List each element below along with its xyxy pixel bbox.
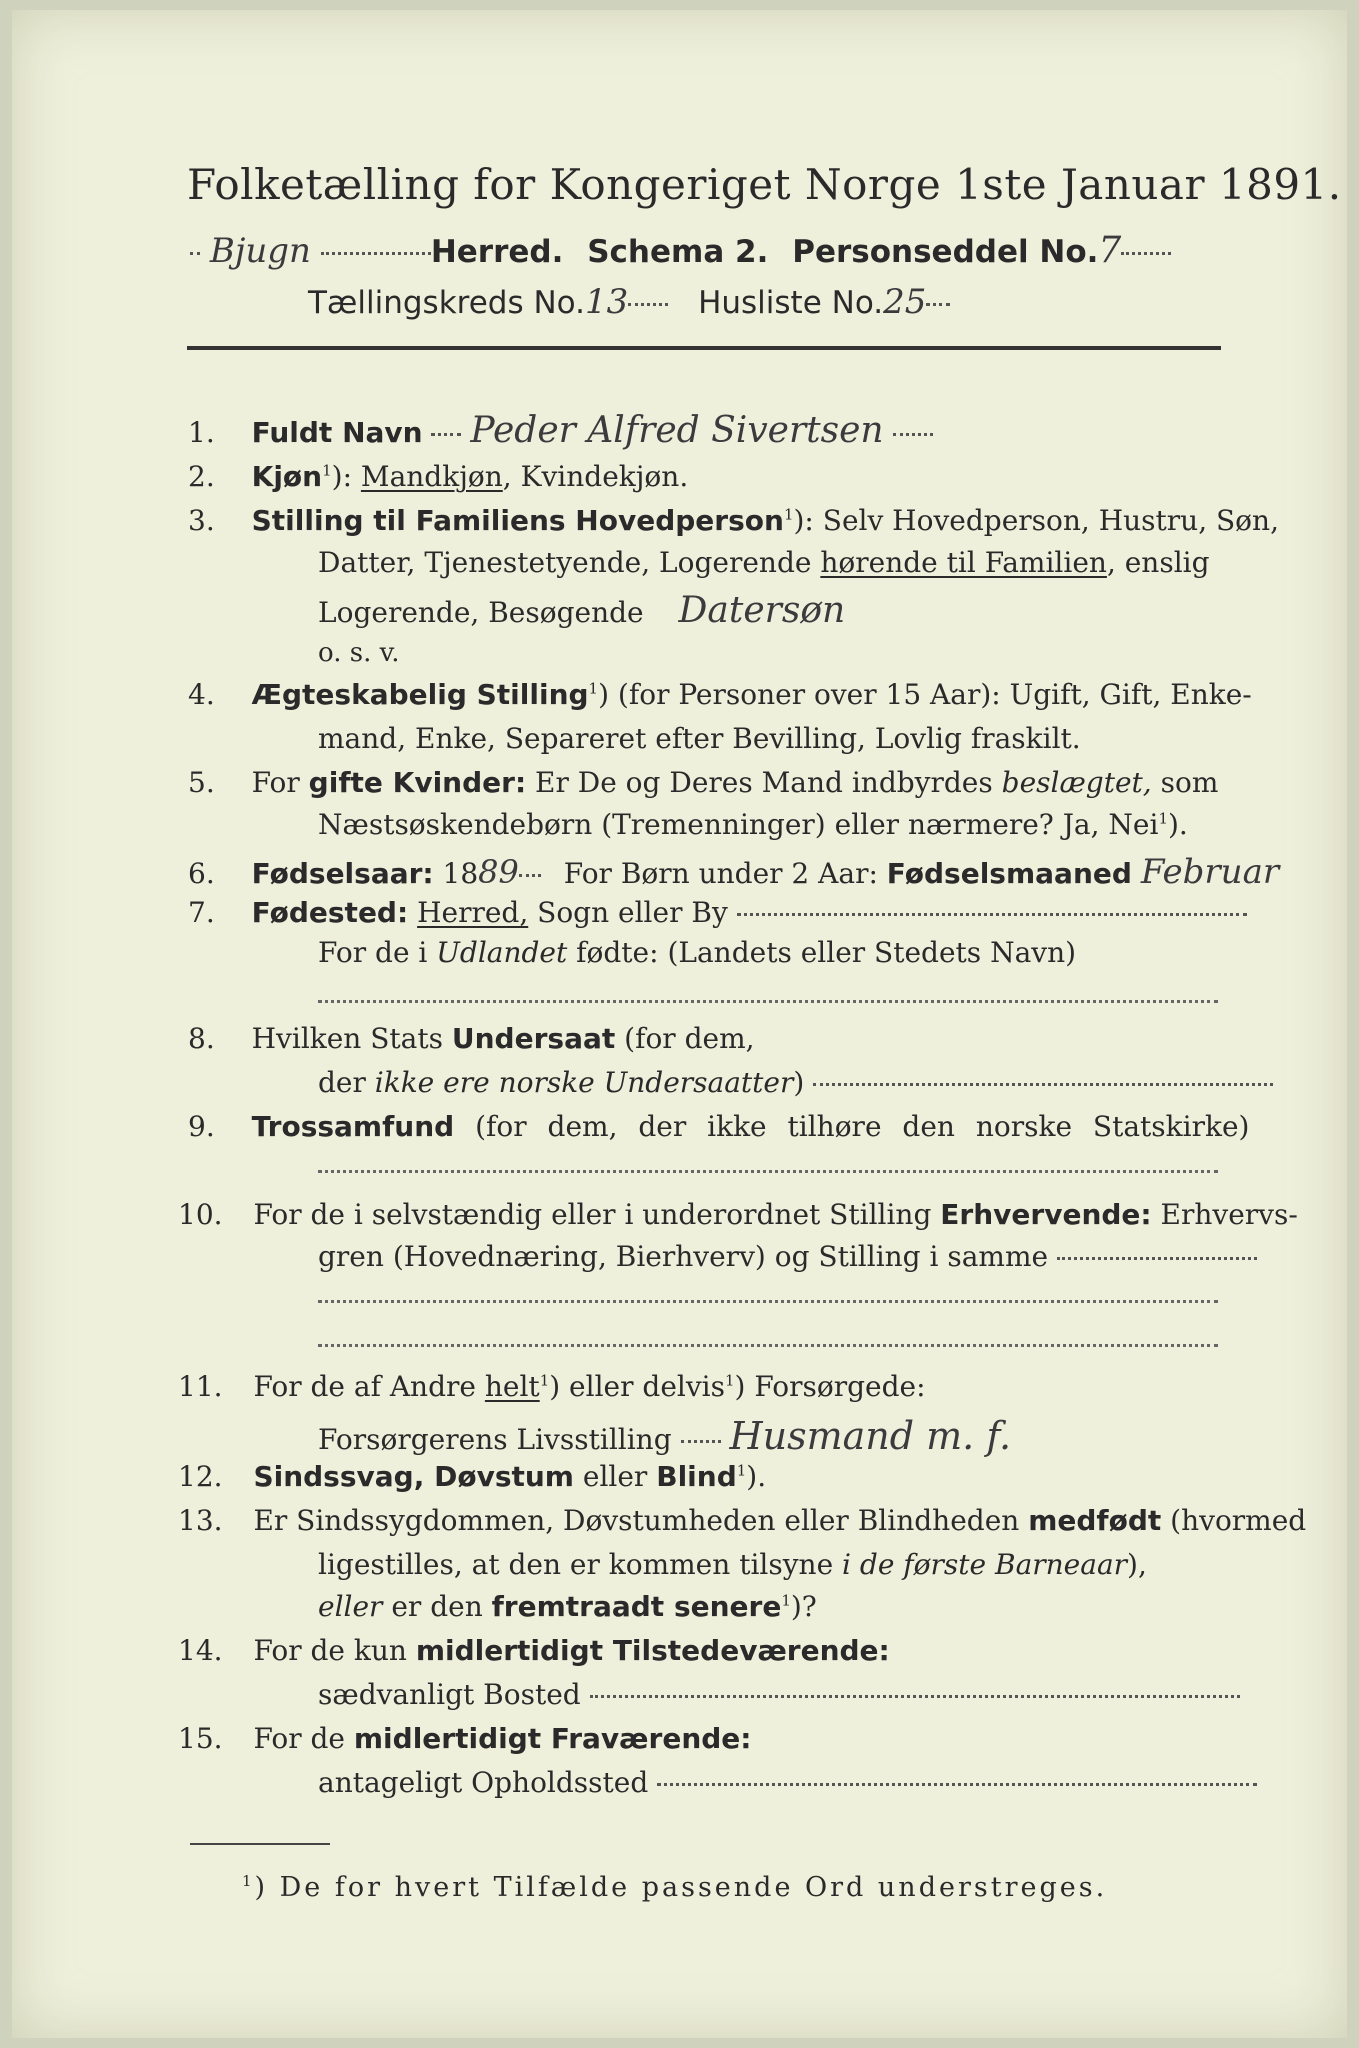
item-8 <box>188 1022 755 1055</box>
header-divider <box>187 346 1221 350</box>
text: Er Sindssygdommen, Døvstumheden eller Blindheden <box>253 1504 1029 1537</box>
footnote-text: ) De for hvert Tilfælde passende Ord understreges. <box>254 1872 1108 1903</box>
text: gren (Hovednæring, Bierhverv) og Stilling i samme <box>318 1240 1049 1273</box>
field-label: Fødested: <box>251 896 409 929</box>
footnote-ref: 1 <box>242 1872 255 1890</box>
text: ) eller delvis <box>549 1370 725 1403</box>
text: ikke ere norske Undersaatter <box>374 1066 794 1099</box>
text: ), <box>1127 1548 1147 1581</box>
item-10-line2 <box>318 1240 1257 1273</box>
item-14 <box>178 1634 890 1667</box>
footnote-ref: 1 <box>781 1591 791 1610</box>
item-number: 14. <box>178 1634 223 1667</box>
text: er den <box>382 1590 492 1623</box>
name-value: Peder Alfred Sivertsen <box>470 410 884 451</box>
item-3 <box>188 504 1279 537</box>
field-label: Fødselsmaaned <box>886 857 1132 890</box>
item-3-line2 <box>318 546 1210 579</box>
relation-value: Datersøn <box>678 590 846 631</box>
field-label: Stilling til Familiens Hovedperson <box>251 504 784 537</box>
text: Sogn eller By <box>528 896 728 929</box>
field-label: Erhvervende: <box>940 1198 1152 1231</box>
item-4-line2: mand, Enke, Separeret efter Bevilling, Lovlig fraskilt. <box>318 722 1081 755</box>
text: der <box>318 1066 375 1099</box>
item-number: 6. <box>188 857 215 890</box>
year-value: 89 <box>478 853 519 891</box>
item-2 <box>188 460 688 493</box>
text: fødte: (Landets eller Stedets Navn) <box>567 936 1077 969</box>
footnote-ref: 1 <box>783 505 794 524</box>
text: Datter, Tjenestetyende, Logerende <box>318 546 821 579</box>
husliste-value: 25 <box>883 282 927 322</box>
field-label: midlertidigt Tilstedeværende: <box>415 1634 890 1667</box>
item-11-line2 <box>318 1414 1011 1458</box>
item-1 <box>188 410 933 451</box>
text: ). <box>1167 808 1188 841</box>
text: For de kun <box>253 1634 416 1667</box>
item-12 <box>178 1460 766 1493</box>
item-number: 8. <box>188 1022 215 1055</box>
option-helt: helt <box>484 1370 540 1403</box>
personseddel-value: 7 <box>1098 230 1122 271</box>
header-line-kreds <box>308 282 950 322</box>
text: antageligt Opholdssted <box>318 1766 649 1799</box>
text: sædvanligt Bosted <box>318 1678 581 1711</box>
item-5 <box>188 766 1218 799</box>
item-number: 15. <box>178 1722 223 1755</box>
text: For Børn under 2 Aar: <box>563 857 887 890</box>
text: ) Forsørgede: <box>734 1370 926 1403</box>
item-3-line4: o. s. v. <box>318 638 400 668</box>
text: beslægtet, <box>1001 766 1152 799</box>
item-8-line2 <box>318 1066 1273 1099</box>
provider-value: Husmand m. f. <box>729 1414 1012 1458</box>
item-number: 13. <box>178 1504 223 1537</box>
text: eller <box>573 1460 657 1493</box>
text: For <box>251 766 309 799</box>
blank-line <box>318 1344 1218 1347</box>
text: ligestilles, at den er kommen tilsyne <box>318 1548 843 1581</box>
taellingskreds-value: 13 <box>584 282 629 322</box>
header-line-herred <box>190 230 1171 271</box>
option-mandkjon: Mandkjøn <box>360 460 503 493</box>
field-label: Sindssvag, Døvstum <box>253 1460 574 1493</box>
text: (hvormed <box>1161 1504 1307 1537</box>
herred-label: Herred. <box>430 234 564 270</box>
item-7-line2 <box>318 936 1076 969</box>
item-5-line2 <box>318 808 1188 841</box>
text: Forsørgerens Livsstilling <box>318 1423 672 1456</box>
text: , enslig <box>1106 546 1210 579</box>
schema-label: Schema 2. <box>587 234 769 270</box>
text: som <box>1151 766 1219 799</box>
text: Erhvervs- <box>1151 1198 1298 1231</box>
field-label: Fødselsaar: <box>251 857 434 890</box>
field-label: fremtraadt senere <box>491 1590 782 1623</box>
item-number: 9. <box>188 1110 215 1143</box>
text: ). <box>746 1460 767 1493</box>
footnote <box>242 1872 1107 1903</box>
item-15-line2 <box>318 1766 1257 1799</box>
item-9 <box>188 1110 1249 1143</box>
item-number: 11. <box>178 1370 223 1403</box>
item-15 <box>178 1722 751 1755</box>
item-number: 12. <box>178 1460 223 1493</box>
husliste-label: Husliste No. <box>698 285 884 321</box>
text: For de af Andre <box>253 1370 485 1403</box>
footnote-divider <box>190 1843 330 1845</box>
field-label: Trossamfund <box>251 1110 455 1143</box>
field-label: Ægteskabelig Stilling <box>251 678 589 711</box>
item-13-line3 <box>318 1590 817 1623</box>
form-title: Folketælling for Kongeriget Norge 1ste Januar 1891. <box>187 160 1342 209</box>
field-label: medfødt <box>1028 1504 1162 1537</box>
footnote-ref: 1 <box>322 461 332 480</box>
text: ): <box>331 460 361 493</box>
text: ) <box>793 1066 805 1099</box>
field-label: Undersaat <box>451 1022 616 1055</box>
footnote-ref: 1 <box>1158 809 1168 828</box>
census-form <box>12 10 1347 2038</box>
text: ): Selv Hovedperson, Hustru, Søn, <box>793 504 1279 537</box>
item-number: 1. <box>188 416 215 449</box>
text: , Kvindekjøn. <box>502 460 689 493</box>
blank-line <box>318 1170 1218 1173</box>
item-4 <box>188 678 1252 711</box>
text: (for dem, <box>615 1022 755 1055</box>
item-number: 4. <box>188 678 215 711</box>
item-6 <box>188 852 1279 892</box>
option-herred: Herred, <box>417 896 529 929</box>
herred-value: Bjugn <box>209 231 311 271</box>
field-label: gifte Kvinder: <box>308 766 527 799</box>
text: ) (for Personer over 15 Aar): Ugift, Gift, Enke- <box>598 678 1252 711</box>
text: eller <box>318 1590 383 1623</box>
item-13 <box>178 1504 1306 1537</box>
footnote-ref: 1 <box>725 1371 735 1390</box>
footnote-ref: 1 <box>588 679 599 698</box>
text: Hvilken Stats <box>251 1022 452 1055</box>
item-number: 7. <box>188 896 215 929</box>
footnote-ref: 1 <box>539 1371 550 1390</box>
item-7 <box>188 896 1247 929</box>
blank-line <box>318 1300 1218 1303</box>
taellingskreds-label: Tællingskreds No. <box>308 285 585 321</box>
blank-line <box>318 1000 1218 1003</box>
item-number: 3. <box>188 504 215 537</box>
field-label: Kjøn <box>251 460 323 493</box>
option-horende: hørende til Familien <box>820 546 1107 579</box>
item-number: 2. <box>188 460 215 493</box>
item-13-line2 <box>318 1548 1147 1581</box>
item-14-line2 <box>318 1678 1240 1711</box>
text: Er De og Deres Mand indbyrdes <box>526 766 1002 799</box>
month-value: Februar <box>1140 852 1280 892</box>
item-11 <box>178 1370 926 1403</box>
text: i de første Barneaar <box>842 1548 1128 1581</box>
text: )? <box>790 1590 817 1623</box>
text: Logerende, Besøgende <box>318 596 644 629</box>
item-number: 5. <box>188 766 215 799</box>
text: Udlandet <box>436 936 568 969</box>
item-number: 10. <box>178 1198 223 1231</box>
text: For de i selvstændig eller i underordnet Stilling <box>253 1198 941 1231</box>
year-prefix: 18 <box>442 857 479 890</box>
field-label: midlertidigt Fraværende: <box>353 1722 752 1755</box>
footnote-ref: 1 <box>736 1461 747 1480</box>
field-label: Fuldt Navn <box>251 416 423 449</box>
text: For de i <box>318 936 437 969</box>
text: For de <box>253 1722 354 1755</box>
item-3-line3 <box>318 590 845 631</box>
item-10 <box>178 1198 1298 1231</box>
personseddel-label: Personseddel No. <box>792 234 1099 270</box>
text: Næstsøskendebørn (Tremenninger) eller nærmere? Ja, Nei <box>318 808 1159 841</box>
text: (for dem, der ikke tilhøre den norske Statskirke) <box>454 1110 1250 1143</box>
field-label: Blind <box>656 1460 737 1493</box>
